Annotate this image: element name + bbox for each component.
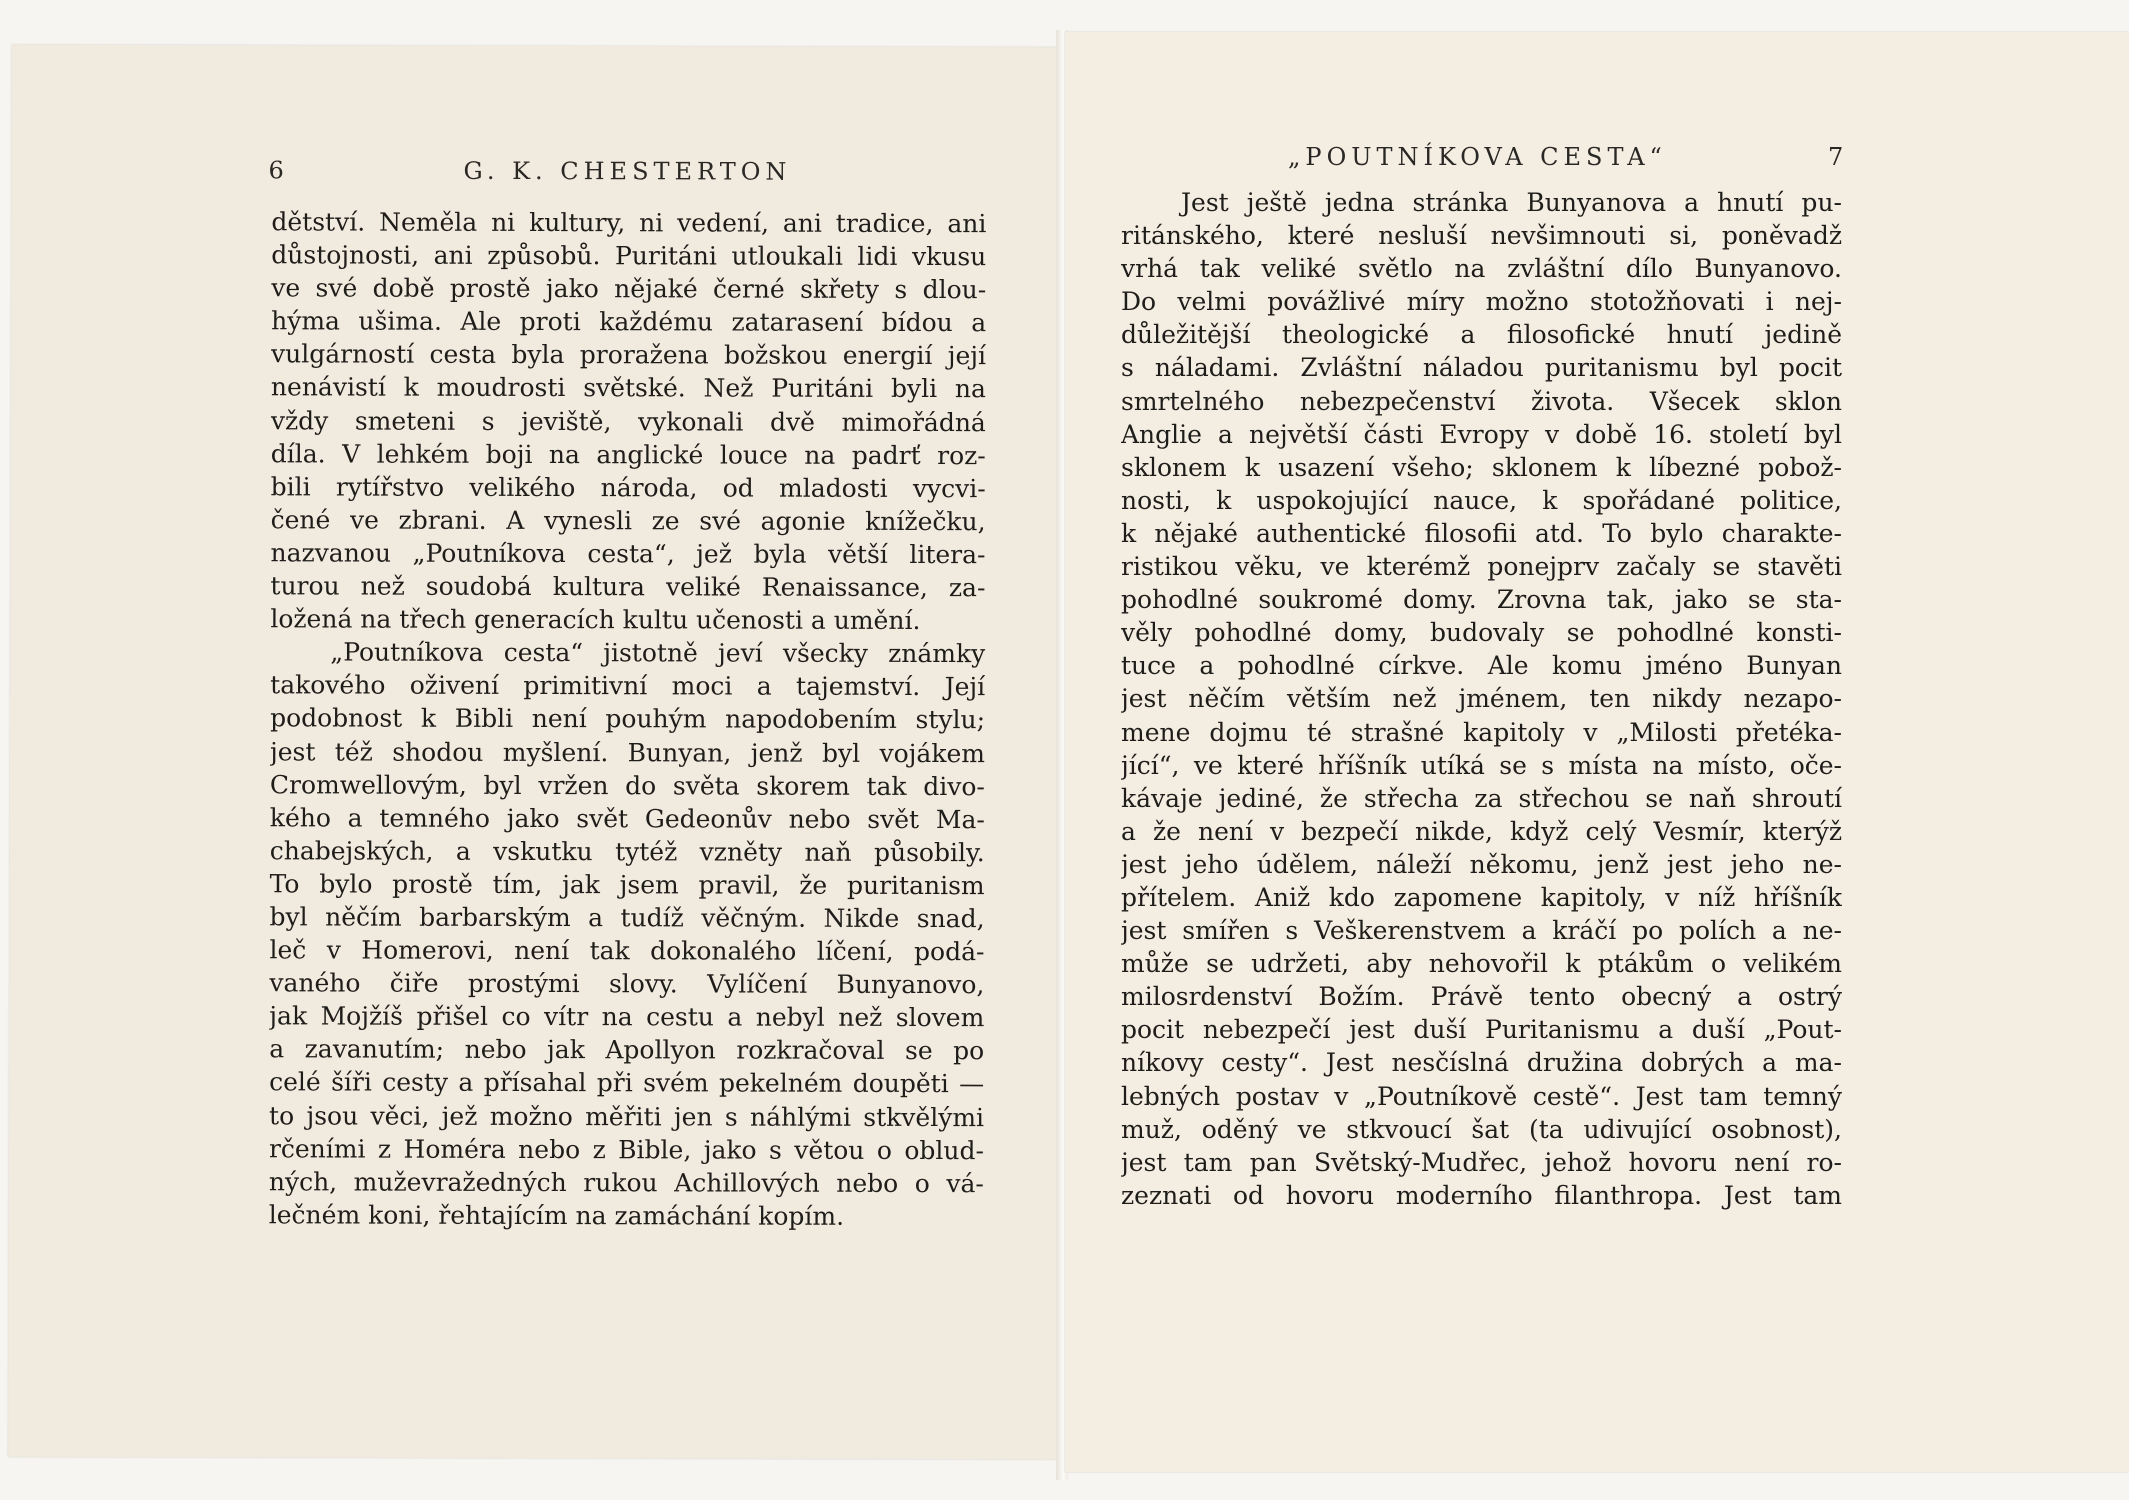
text-line: vaného čiře prostými slovy. Vylíčení Bunyanovo,: [269, 968, 985, 1000]
text-line: Cromwellovým, byl vržen do světa skorem tak divo-: [269, 769, 985, 801]
text-line: čené ve zbrani. A vynesli ze své agonie knížečku,: [270, 505, 986, 537]
text-line: níkovy cesty“. Jest nesčíslná družina dobrých a ma-: [1121, 1048, 1842, 1078]
text-line: kávaje jediné, že střecha za střechou se naň shroutí: [1121, 783, 1842, 813]
text-line: nazvanou „Poutníkova cesta“, jež byla větší litera-: [270, 538, 986, 570]
text-line: chabejských, a vskutku tytéž vzněty naň působily.: [269, 836, 985, 867]
text-line: sklonem k usazení všeho; sklonem k líbezné pobož-: [1121, 452, 1842, 482]
text-line: rčeními z Homéra nebo z Bible, jako s větou o oblud-: [268, 1133, 984, 1165]
text-line: smrtelného nebezpečenství života. Všecek sklon: [1121, 386, 1842, 416]
text-line: ných, muževražedných rukou Achillových nebo o vá-: [268, 1167, 984, 1198]
text-line: kého a temného jako svět Gedeonův nebo svět Ma-: [269, 802, 985, 834]
text-line: Anglie a největší části Evropy v době 16. století byl: [1121, 419, 1842, 449]
text-line: jak Mojžíš přišel co vítr na cestu a nebyl než slovem: [269, 1001, 985, 1033]
text-line: bili rytířstvo velikého národa, od mladosti vycvi-: [270, 472, 986, 503]
running-head: G. K. CHESTERTON: [463, 156, 792, 186]
text-line: lebných postav v „Poutníkově cestě“. Jest tam temný: [1121, 1081, 1842, 1111]
text-line: přítelem. Aniž kdo zapomene kapitoly, v níž hříšník: [1121, 882, 1842, 912]
text-line: milosrdenství Božím. Právě tento obecný a ostrý: [1121, 982, 1842, 1012]
text-line: byl něčím barbarským a tudíž věčným. Nikde snad,: [269, 902, 985, 934]
text-line: důležitější theologické a filosofické hnutí jedině: [1121, 320, 1842, 350]
text-line: leč v Homerovi, není tak dokonalého líčení, podá-: [269, 935, 985, 967]
text-line: vulgárností cesta byla proražena božskou energií její: [271, 339, 987, 371]
text-line: Jest ještě jedna stránka Bunyanova a hnutí pu-: [1181, 188, 1842, 217]
text-line: To bylo prostě tím, jak jsem pravil, že puritanism: [269, 869, 985, 901]
text-line: turou než soudobá kultura veliké Renaissance, za-: [270, 571, 986, 603]
left-page-text: [269, 205, 987, 1233]
text-line: a zavanutím; nebo jak Apollyon rozkračoval se po: [269, 1034, 985, 1066]
right-page-text: [1121, 186, 1842, 1212]
text-line: zeznati od hovoru moderního filanthropa. Jest tam: [1121, 1180, 1842, 1210]
text-line: nenávistí k moudrosti světské. Než Puritáni byli na: [270, 372, 986, 404]
right-page: [1065, 32, 2129, 1472]
text-line: věly pohodlné domy, budovaly se pohodlné konsti-: [1121, 618, 1842, 648]
text-line: jest tam pan Světský-Mudřec, jehož hovoru není ro-: [1121, 1147, 1842, 1177]
text-line: ložená na třech generacích kultu učenosti a umění.: [270, 604, 921, 636]
running-head: „POUTNÍKOVA CESTA“: [1288, 143, 1667, 171]
text-line: pocit nebezpečí jest duší Puritanismu a duší „Pout-: [1121, 1015, 1842, 1045]
text-line: díla. V lehkém boji na anglické louce na padrť roz-: [270, 438, 986, 470]
text-line: ritánského, které nesluší nevšimnouti si, poněvadž: [1121, 221, 1842, 251]
text-line: ve své době prostě jako nějaké černé skřety s dlou-: [271, 273, 987, 305]
text-line: s náladami. Zvláštní náladou puritanismu byl pocit: [1121, 353, 1842, 383]
text-line: jest jeho údělem, náleží někomu, jenž jest jeho ne-: [1121, 849, 1842, 879]
text-line: vždy smeteni s jeviště, vykonali dvě mimořádná: [270, 405, 986, 437]
text-line: podobnost k Bibli není pouhým napodobením stylu;: [270, 703, 986, 735]
text-line: celé šíři cesty a přísahal při svém pekelném doupěti —: [269, 1067, 985, 1099]
text-line: jící“, ve které hříšník utíká se s místa na místo, oče-: [1121, 750, 1842, 780]
text-line: dětství. Neměla ni kultury, ni vedení, ani tradice, ani: [271, 207, 987, 239]
text-line: takového oživení primitivní moci a tajemství. Její: [270, 670, 986, 702]
text-line: a že není v bezpečí nikde, když celý Vesmír, kterýž: [1121, 816, 1842, 846]
text-line: hýma ušima. Ale proti každému zatarasení bídou a: [271, 306, 987, 338]
text-line: lečném koni, řehtajícím na zamáchání kopím.: [268, 1200, 845, 1231]
text-line: nosti, k uspokojující nauce, k spořádané politice,: [1121, 485, 1842, 515]
text-line: jest též shodou myšlení. Bunyan, jenž byl vojákem: [269, 736, 986, 768]
text-line: ristikou věku, ve kterémž ponejprv začaly se stavěti: [1121, 552, 1842, 582]
text-line: tuce a pohodlné církve. Ale komu jméno Bunyan: [1121, 651, 1842, 681]
text-line: může se udržeti, aby nehovořil k ptákům o velikém: [1121, 949, 1842, 979]
text-line: muž, oděný ve stkvoucí šat (ta udivující osobnost),: [1121, 1114, 1842, 1144]
text-line: důstojnosti, ani způsobů. Puritáni utloukali lidi vkusu: [271, 240, 987, 272]
text-line: to jsou věci, jež možno měřiti jen s náhlými stkvělými: [269, 1100, 985, 1132]
text-line: Do velmi povážlivé míry možno stotožňovati i nej-: [1121, 287, 1842, 317]
text-line: k nějaké authentické filosofii atd. To bylo charakte-: [1121, 518, 1842, 548]
page-number: 7: [1828, 143, 1844, 171]
text-line: jest smířen s Veškerenstvem a kráčí po polích a ne-: [1121, 916, 1842, 946]
left-page: [8, 45, 1060, 1460]
text-line: pohodlné soukromé domy. Zrovna tak, jako se sta-: [1121, 585, 1842, 615]
text-line: mene dojmu té strašné kapitoly v „Milosti přetéka-: [1121, 717, 1842, 747]
text-line: „Poutníkova cesta“ jistotně jeví všecky známky: [330, 637, 986, 669]
page-number: 6: [268, 156, 284, 185]
text-line: jest něčím větším než jménem, ten nikdy nezapo-: [1121, 684, 1842, 714]
text-line: vrhá tak veliké světlo na zvláštní dílo Bunyanovo.: [1121, 254, 1842, 284]
